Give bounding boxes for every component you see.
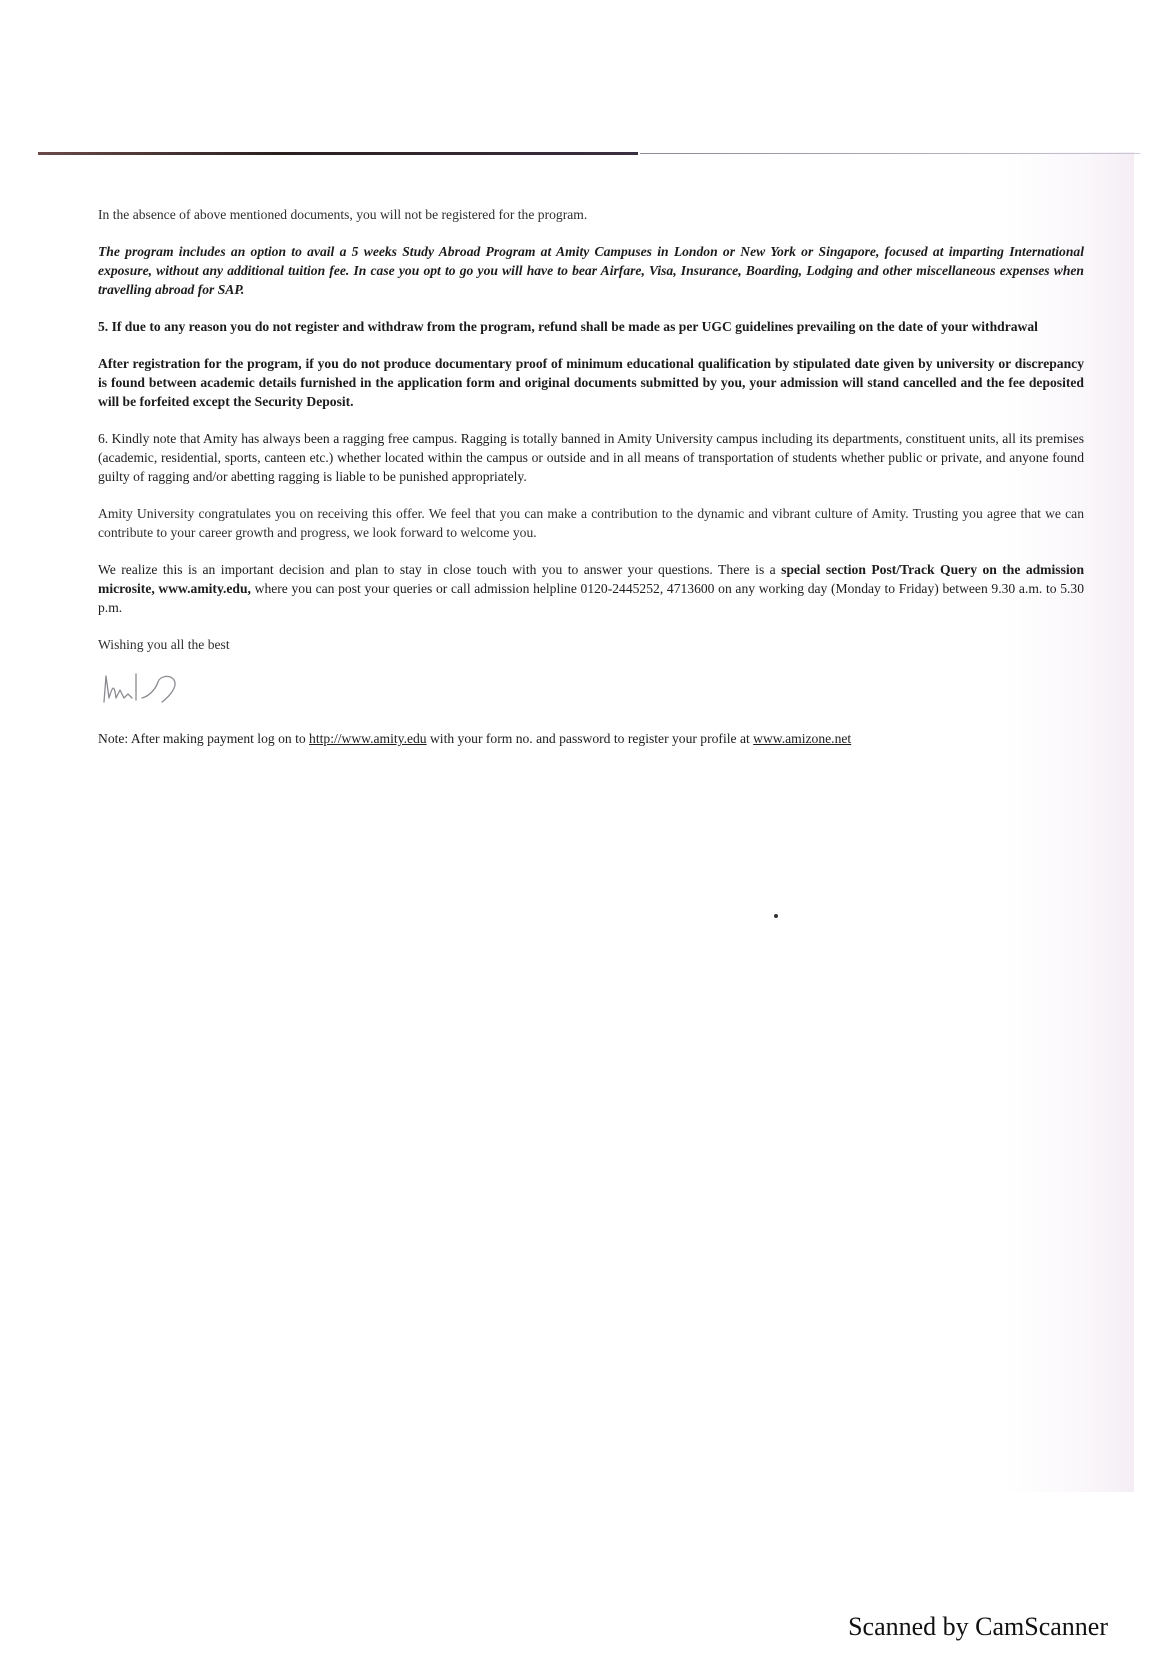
contact-query-section: special section Post/Track Query on the admission microsite, www.amity.edu, bbox=[98, 562, 1085, 596]
amity-link[interactable]: http://www.amity.edu bbox=[309, 731, 427, 746]
top-rule-faint bbox=[640, 153, 1140, 154]
note-middle: with your form no. and password to register your profile at bbox=[426, 731, 754, 746]
paragraph-refund-policy: 5. If due to any reason you do not register and withdraw from the program, refund shall be made as per UGC guidelines prevailing on the date of your withdrawal bbox=[98, 319, 1038, 334]
scan-speck bbox=[774, 914, 778, 918]
contact-text-start: We realize this is an important decision and plan to stay in close touch with you to answer your questions. There is a bbox=[98, 562, 782, 577]
top-rule bbox=[38, 152, 638, 155]
paragraph-registration-cancellation: After registration for the program, if you do not produce documentary proof of minimum educational qualification by stipulated date given by university or discrepancy is found between academic details furnished in the application form and original documents submitted by you, your admission will stand cancelled and the fee deposited will be forfeited except the Security Deposit. bbox=[98, 356, 1084, 409]
camscanner-watermark: Scanned by CamScanner bbox=[848, 1612, 1108, 1641]
letter-body bbox=[98, 205, 1084, 672]
paragraph-contact-info bbox=[98, 560, 1084, 617]
paragraph-congratulations: Amity University congratulates you on receiving this offer. We feel that you can make a contribution to the dynamic and vibrant culture of Amity. Trusting you agree that we can contribute to your career growth and progress, we look forward to welcome you. bbox=[98, 506, 1084, 540]
paragraph-ragging-policy: 6. Kindly note that Amity has always been a ragging free campus. Ragging is totally banned in Amity University campus including its departments, constituent units, all its premises (academic, residential, sports, canteen etc.) whether located within the campus or outside and in all means of transportation of students whether public or private, and anyone found guilty of ragging and/or abetting ragging is liable to be punished appropriately. bbox=[98, 431, 1084, 484]
signature bbox=[100, 668, 200, 708]
paragraph-documents-notice: In the absence of above mentioned documents, you will not be registered for the program. bbox=[98, 207, 588, 222]
amizone-link[interactable]: www.amizone.net bbox=[753, 731, 852, 746]
note-line bbox=[98, 729, 1084, 748]
contact-text-end: where you can post your queries or call admission helpline 0120-2445252, 4713600 on any working day (Monday to Friday) between 9.30 a.m. to 5.30 p.m. bbox=[98, 581, 1085, 615]
paragraph-study-abroad: The program includes an option to avail a 5 weeks Study Abroad Program at Amity Campuses in London or New York or Singapore, focused at imparting International exposure, without any additional tuition fee. In case you opt to go you will have to bear Airfare, Visa, Insurance, Boarding, Lodging and other miscellaneous expenses when travelling abroad for SAP. bbox=[98, 244, 1084, 297]
paragraph-closing: Wishing you all the best bbox=[98, 637, 230, 652]
note-prefix: Note: After making payment log on to bbox=[98, 731, 310, 746]
